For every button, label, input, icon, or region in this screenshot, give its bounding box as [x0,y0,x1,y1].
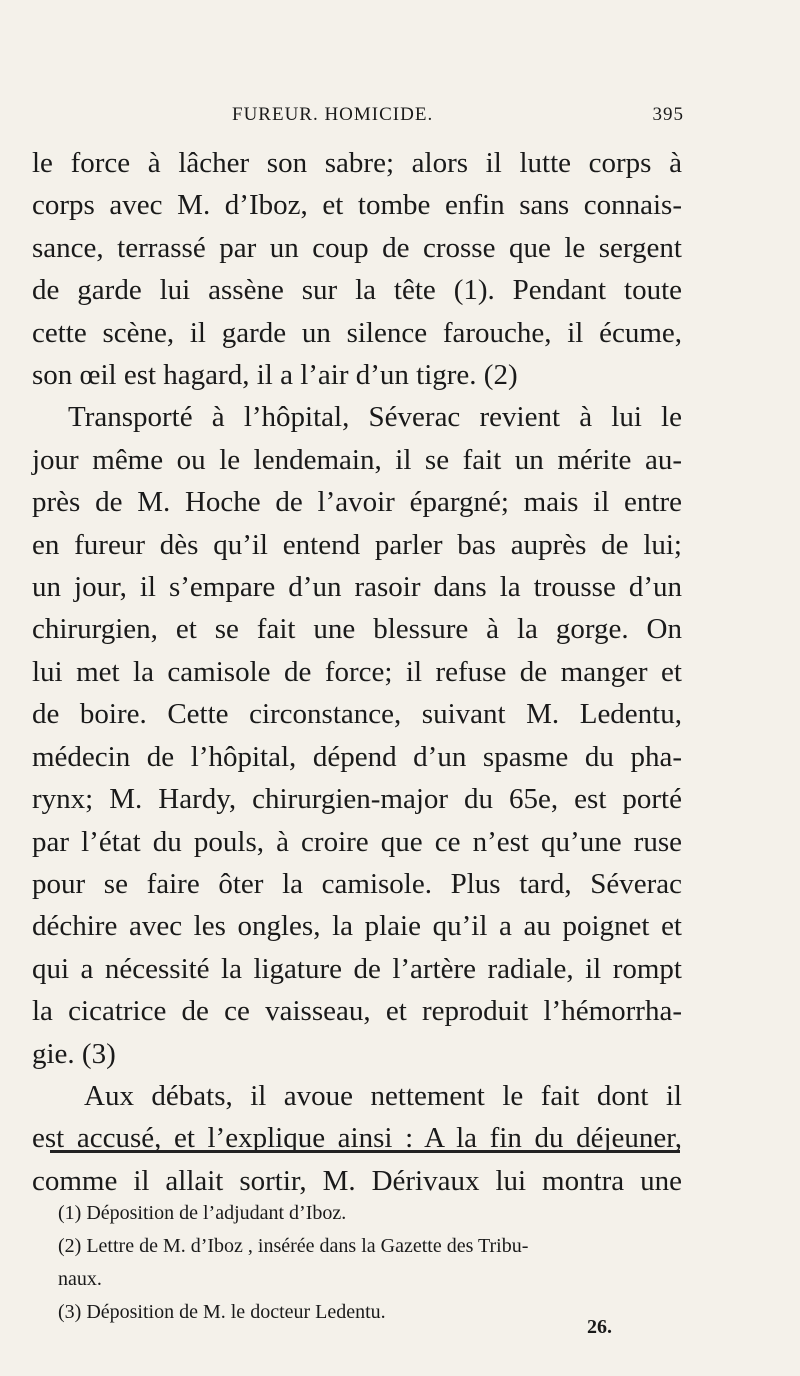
text-line: Transporté à l’hôpital, Séverac revient à lui le [68,401,682,434]
footnote-3: (3) Déposition de M. le docteur Ledentu. [58,1301,386,1323]
text-line: rynx; M. Hardy, chirurgien-major du 65e, est porté [32,783,682,816]
text-line: chirurgien, et se fait une blessure à la gorge. On [32,613,682,646]
text-line: pour se faire ôter la camisole. Plus tard, Séverac [32,867,682,900]
text-line: la cicatrice de ce vaisseau, et reproduit l’hémorrha- [32,995,682,1028]
footnotes [58,1197,678,1329]
text-line: médecin de l’hôpital, dépend d’un spasme du pha- [32,740,682,773]
signature-mark: 26. [587,1316,612,1338]
footnote-1: (1) Déposition de l’adjudant d’Iboz. [58,1202,347,1224]
text-line: par l’état du pouls, à croire que ce n’est qu’une ruse [32,825,682,858]
text-line: corps avec M. d’Iboz, et tombe enfin sans connais- [32,189,682,222]
text-line: lui met la camisole de force; il refuse de manger et [32,655,682,688]
text-line: cette scène, il garde un silence farouche, il écume, [32,316,682,349]
running-header [48,104,684,134]
body-text [32,142,682,1202]
footnote-2-continued: naux. [58,1268,102,1290]
text-line: son œil est hagard, il a l’air d’un tigre. (2) [32,359,518,392]
text-line: déchire avec les ongles, la plaie qu’il a au poignet et [32,910,682,943]
footnote-rule [50,1150,680,1153]
text-line: jour même ou le lendemain, il se fait un mérite au- [32,443,682,476]
text-line: près de M. Hoche de l’avoir épargné; mais il entre [32,486,682,519]
text-line: de garde lui assène sur la tête (1). Pendant toute [32,274,682,307]
footnote-2: (2) Lettre de M. d’Iboz , insérée dans la Gazette des Tribu- [58,1235,529,1257]
text-line: en fureur dès qu’il entend parler bas auprès de lui; [32,528,682,561]
text-line: le force à lâcher son sabre; alors il lutte corps à [32,147,682,179]
text-line: est accusé, et l’explique ainsi : A la fin du déjeuner, [32,1122,682,1155]
text-line: sance, terrassé par un coup de crosse que le sergent [32,231,682,264]
page-number: 395 [652,104,684,125]
text-line: un jour, il s’empare d’un rasoir dans la trousse d’un [32,571,682,604]
running-title: FUREUR. HOMICIDE. [232,104,434,125]
text-line: Aux débats, il avoue nettement le fait dont il [84,1079,682,1112]
text-line: gie. (3) [32,1037,116,1070]
text-line: de boire. Cette circonstance, suivant M. Ledentu, [32,698,682,731]
text-line: qui a nécessité la ligature de l’artère radiale, il rompt [32,952,682,985]
text-line: comme il allait sortir, M. Dérivaux lui montra une [32,1164,682,1197]
